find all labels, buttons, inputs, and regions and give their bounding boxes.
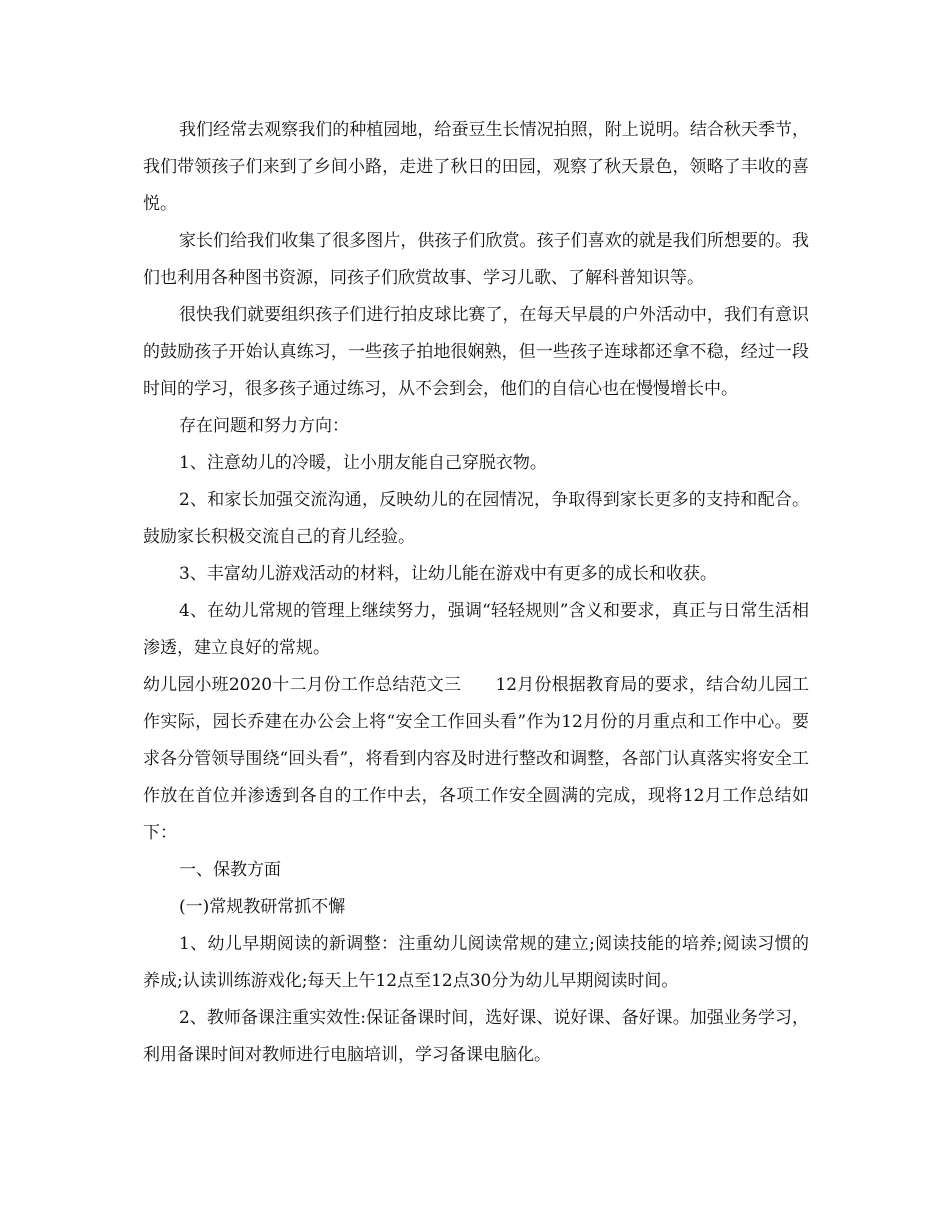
document-body xyxy=(143,112,809,1074)
section-heading-problems: 存在问题和努力方向： xyxy=(179,416,349,436)
paragraph-summary-title: 幼儿园小班2020十二月份工作总结范文三 12月份根据教育局的要求，结合幼儿园工作实际，园长乔建在办公会上将“安全工作回头看”作为12月份的月重点和工作中心。要求各分管领导围绕“回头看”，将看到内容及时进行整改和调整，各部门认真落实将安全工作放在首位并渗透到各自的工作中去，各项工作安全圆满的完成，现将12月工作总结如下： xyxy=(143,675,809,843)
paragraph-ball-bouncing: 很快我们就要组织孩子们进行拍皮球比赛了，在每天早晨的户外活动中，我们有意识的鼓励孩子开始认真练习，一些孩子拍地很娴熟，但一些孩子连球都还拿不稳，经过一段时间的学习，很多孩子通过练习，从不会到会，他们的自信心也在慢慢增长中。 xyxy=(143,305,809,399)
subsection-heading-routine-research: (一)常规教研常抓不懈 xyxy=(179,897,346,917)
list-item-3: 3、丰富幼儿游戏活动的材料，让幼儿能在游戏中有更多的成长和收获。 xyxy=(179,564,717,584)
list-item-lesson-prep: 2、教师备课注重实效性:保证备课时间，选好课、说好课、备好课。加强业务学习，利用备课时间对教师进行电脑培训，学习备课电脑化。 xyxy=(143,1008,809,1065)
list-item-1: 1、注意幼儿的冷暖，让小朋友能自己穿脱衣物。 xyxy=(179,453,547,473)
section-heading-care-education: 一、保教方面 xyxy=(179,860,281,880)
paragraph-parents-pictures: 家长们给我们收集了很多图片，供孩子们欣赏。孩子们喜欢的就是我们所想要的。我们也利用各种图书资源，同孩子们欣赏故事、学习儿歌、了解科普知识等。 xyxy=(143,231,809,288)
list-item-2: 2、和家长加强交流沟通，反映幼儿的在园情况，争取得到家长更多的支持和配合。鼓励家长积极交流自己的育儿经验。 xyxy=(143,490,809,547)
list-item-4: 4、在幼儿常规的管理上继续努力，强调“轻轻规则”含义和要求，真正与日常生活相渗透，建立良好的常规。 xyxy=(143,601,809,658)
list-item-reading: 1、幼儿早期阅读的新调整：注重幼儿阅读常规的建立;阅读技能的培养;阅读习惯的养成;认读训练游戏化;每天上午12点至12点30分为幼儿早期阅读时间。 xyxy=(143,934,809,991)
paragraph-planting-observation: 我们经常去观察我们的种植园地，给蚕豆生长情况拍照，附上说明。结合秋天季节，我们带领孩子们来到了乡间小路，走进了秋日的田园，观察了秋天景色，领略了丰收的喜悦。 xyxy=(143,120,809,214)
